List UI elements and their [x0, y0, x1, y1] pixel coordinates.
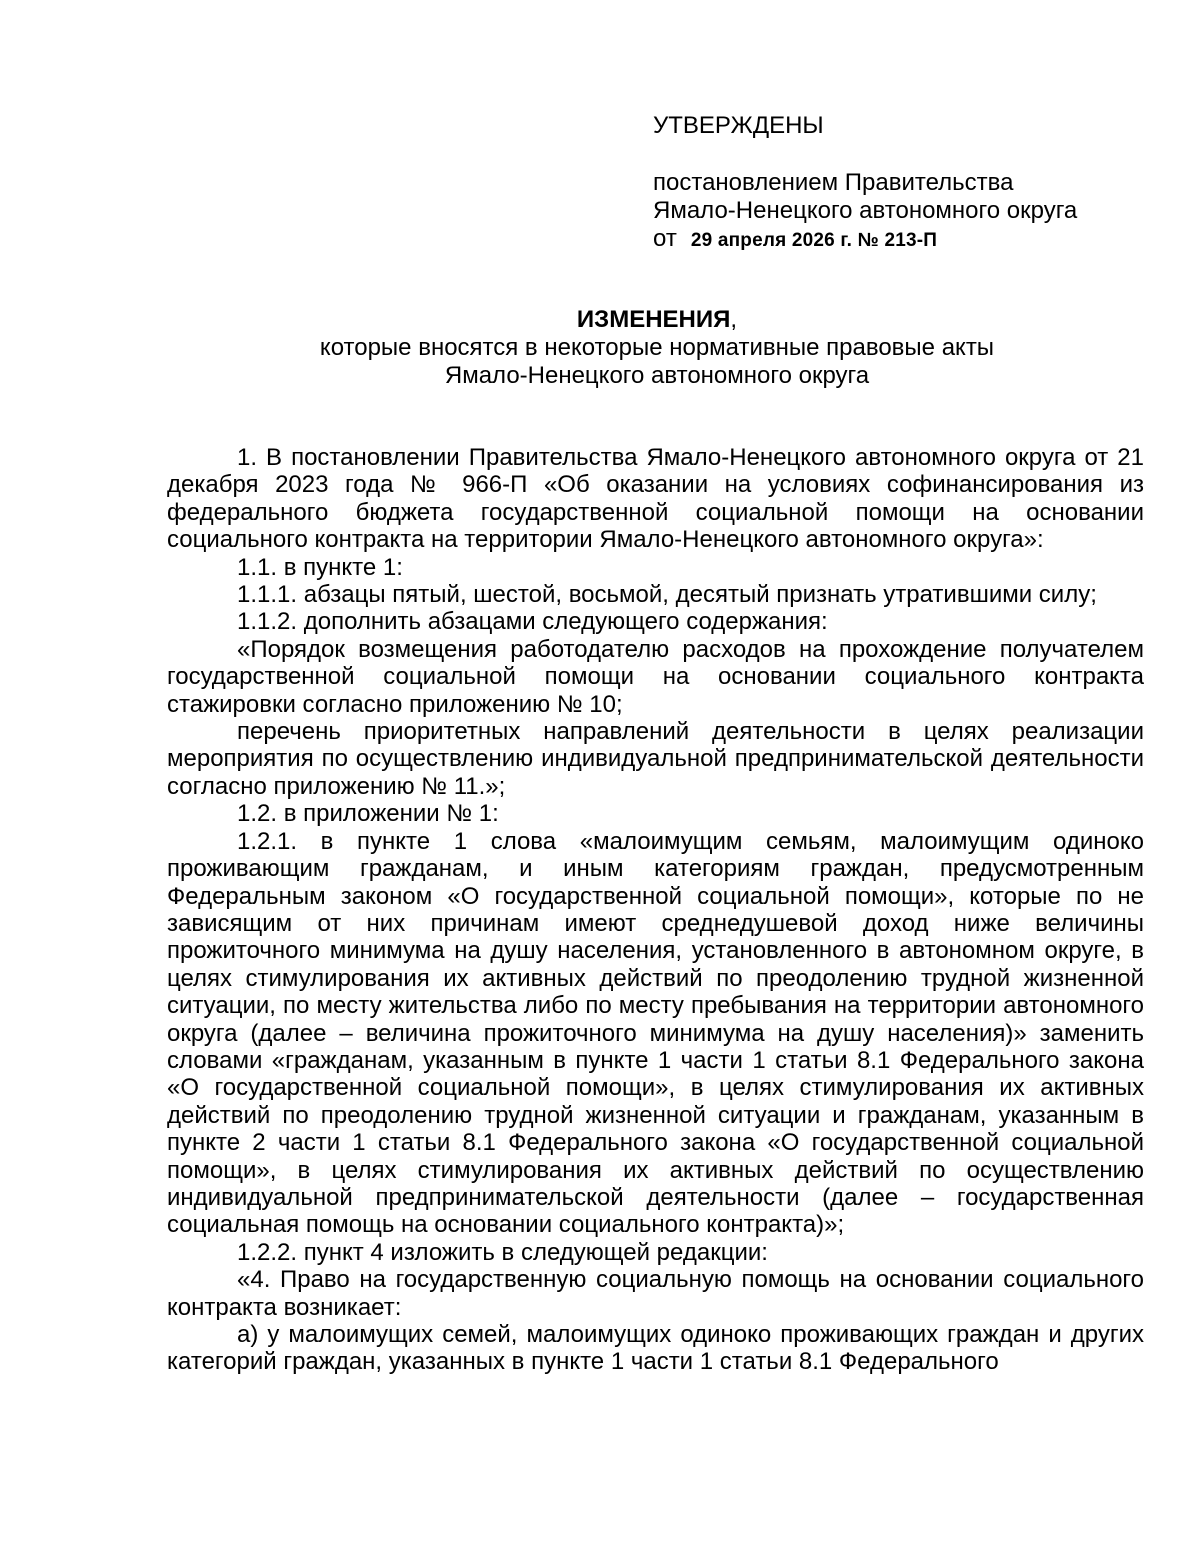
paragraph-1-1-1: 1.1.1. абзацы пятый, шестой, восьмой, десятый признать утратившими силу; [237, 581, 1097, 609]
paragraph-point-4: «4. Право на государственную социальную помощь на основании социального контракта возникает: [167, 1266, 1144, 1321]
approval-stamp: УТВЕРЖДЕНЫ [653, 112, 824, 139]
paragraph-quote-order: «Порядок возмещения работодателю расходов на прохождение получателем государственной социальной помощи на основании социального контракта стажировки согласно приложению № 10; [167, 635, 1144, 718]
title-subtitle-1: которые вносятся в некоторые нормативные правовые акты [319, 334, 995, 361]
document-title [167, 306, 1147, 390]
paragraph-1-2: 1.2. в приложении № 1: [237, 800, 499, 828]
paragraph-quote-list: перечень приоритетных направлений деятельности в целях реализации мероприятия по осуществлению индивидуальной предпринимательской деятельности согласно приложению № 11.»; [167, 718, 1144, 800]
title-heading-line [167, 306, 1147, 334]
title-heading-comma: , [730, 306, 738, 333]
paragraph-point-4-a: а) у малоимущих семей, малоимущих одиноко проживающих граждан и других категорий граждан, указанных в пункте 1 части 1 статьи 8.1 Федерального [167, 1321, 1144, 1376]
approval-date-line [653, 225, 1153, 255]
paragraph-1-2-2: 1.2.2. пункт 4 изложить в следующей редакции: [237, 1238, 768, 1266]
paragraph-1-2-1: 1.2.1. в пункте 1 слова «малоимущим семьям, малоимущим одиноко проживающим гражданам, и иным категориям граждан, предусмотренным Федеральным законом «О государственной социальной помощи», которые по не зависящим от них причинам имеют среднедушевой доход ниже величины прожиточного минимума на душу населения, установленного в автономном округе, в целях стимулирования их активных действий по преодолению трудной жизненной ситуации, по месту жительства либо по месту пребывания на территории автономного округа (далее – величина прожиточного минимума на душу населения)» заменить словами «гражданам, указанным в пункте 1 части 1 статьи 8.1 Федерального закона «О государственной социальной помощи», в целях стимулирования их активных действий по преодолению трудной жизненной ситуации и гражданам, указанным в пункте 2 части 1 статьи 8.1 Федерального закона «О государственной социальной помощи», в целях стимулирования их активных действий по осуществлению индивидуальной предпринимательской деятельности (далее – государственная социальная помощь на основании социального контракта)»; [167, 827, 1144, 1239]
title-subtitle-2: Ямало-Ненецкого автономного округа [444, 362, 870, 389]
approval-line-2: Ямало-Ненецкого автономного округа [653, 197, 1078, 224]
approval-date-prefix: от [653, 225, 677, 252]
paragraph-1-1: 1.1. в пункте 1: [237, 553, 403, 581]
approval-date-value: 29 апреля 2026 г. № 213-П [690, 230, 938, 251]
title-heading: ИЗМЕНЕНИЯ [576, 306, 731, 333]
approval-block [653, 112, 1153, 255]
approval-line-1: постановлением Правительства [653, 169, 1014, 196]
paragraph-1: 1. В постановлении Правительства Ямало-Ненецкого автономного округа от 21 декабря 2023 года № 966-П «Об оказании на условиях софинансирования из федерального бюджета государственной социальной помощи на основании социального контракта на территории Ямало-Ненецкого автономного округа»: [167, 444, 1144, 554]
paragraph-1-1-2: 1.1.2. дополнить абзацами следующего содержания: [237, 608, 828, 636]
document-body [167, 444, 1144, 1376]
